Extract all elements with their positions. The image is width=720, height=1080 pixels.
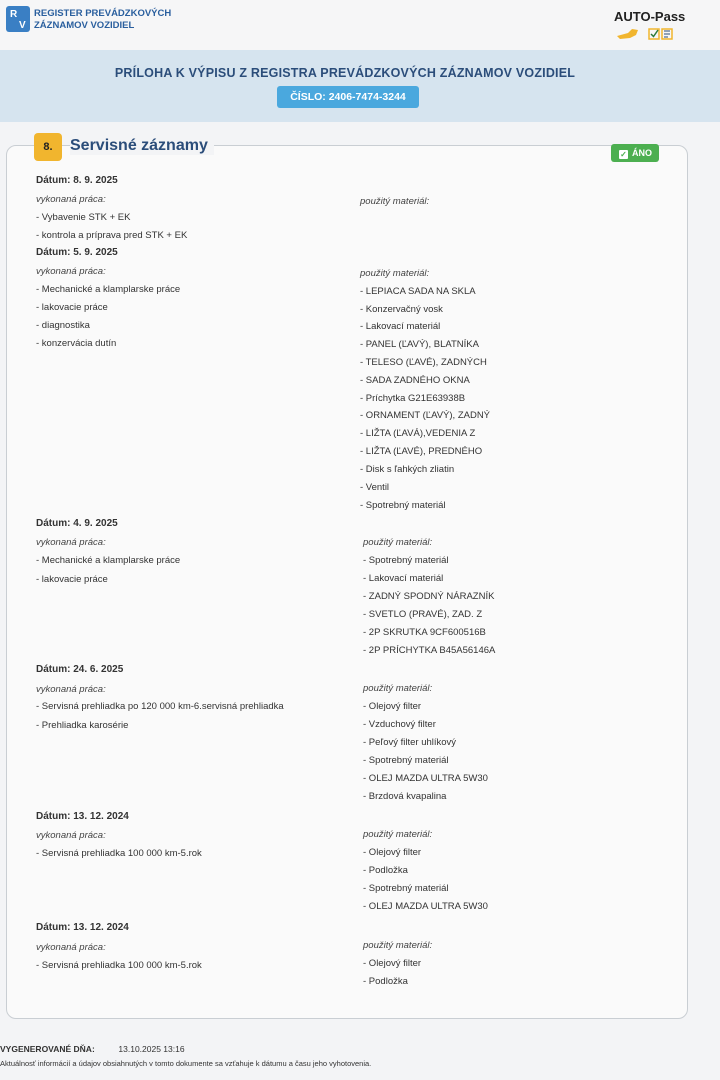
record-date: Dátum: 13. 12. 2024 <box>36 811 129 822</box>
material-item: - ZADNÝ SPODNÝ NÁRAZNÍK <box>363 591 495 602</box>
material-item: - Spotrebný materiál <box>363 755 449 766</box>
registry-logo <box>6 6 30 32</box>
generated-label: VYGENEROVANÉ DŇA: <box>0 1044 95 1054</box>
record-date: Dátum: 5. 9. 2025 <box>36 247 118 258</box>
material-item: - OLEJ MAZDA ULTRA 5W30 <box>363 901 488 912</box>
work-label: vykonaná práca: <box>36 830 106 841</box>
material-item: - Olejový filter <box>363 701 422 712</box>
material-label: použitý materiál: <box>363 940 433 951</box>
work-item: - Vybavenie STK + EK <box>36 212 131 223</box>
material-item: - Lakovací materiál <box>360 321 441 332</box>
work-item: - konzervácia dutín <box>36 338 117 349</box>
material-item: - Spotrebný materiál <box>363 883 449 894</box>
material-item: - Spotrebný materiál <box>360 500 446 511</box>
work-label: vykonaná práca: <box>36 537 106 548</box>
material-item: - SADA ZADNÉHO OKNA <box>360 375 470 386</box>
checkbox-icon: ✓ <box>620 150 627 159</box>
material-item: - Podložka <box>363 976 408 987</box>
material-item: - Peľový filter uhlíkový <box>363 737 457 748</box>
work-item: - Servisná prehliadka po 120 000 km-6.servisná prehliadka <box>36 701 284 712</box>
material-item: - 2P PRÍCHYTKA B45A56146A <box>363 645 496 656</box>
work-item: - kontrola a príprava pred STK + EK <box>36 230 188 241</box>
record-date: Dátum: 8. 9. 2025 <box>36 175 118 186</box>
material-item: - ORNAMENT (ĽAVÝ), ZADNÝ <box>360 410 491 421</box>
material-item: - Ventil <box>360 482 390 493</box>
record-date: Dátum: 4. 9. 2025 <box>36 518 118 529</box>
work-item: - diagnostika <box>36 320 90 331</box>
work-item: - lakovacie práce <box>36 302 108 313</box>
material-label: použitý materiál: <box>363 829 433 840</box>
material-item: - SVETLO (PRAVÉ), ZAD. Z <box>363 609 483 620</box>
section-number: 8. <box>34 133 62 161</box>
material-item: - LIŽTA (ĽAVÉ), PREDNÉHO <box>360 446 483 457</box>
material-item: - Spotrebný materiál <box>363 555 449 566</box>
footer-note: Aktuálnosť informácií a údajov obsiahnutých v tomto dokumente sa vzťahuje k dátumu a času jeho vyhotovenia. <box>0 1059 372 1068</box>
work-item: - Servisná prehliadka 100 000 km-5.rok <box>36 848 202 859</box>
material-label: použitý materiál: <box>363 683 433 694</box>
material-item: - OLEJ MAZDA ULTRA 5W30 <box>363 773 488 784</box>
logo-letter-v: V <box>19 20 26 31</box>
work-item: - Prehliadka karosérie <box>36 720 129 731</box>
material-item: - Olejový filter <box>363 958 422 969</box>
record-date: Dátum: 13. 12. 2024 <box>36 922 129 933</box>
material-item: - Olejový filter <box>363 847 422 858</box>
material-item: - Podložka <box>363 865 408 876</box>
generated-value: 13.10.2025 13:16 <box>118 1044 185 1054</box>
registry-name-line2: ZÁZNAMOV VOZIDIEL <box>34 20 135 31</box>
registry-name <box>34 8 171 32</box>
material-item: - PANEL (ĽAVÝ), BLATNÍKA <box>360 339 479 350</box>
section-title: Servisné záznamy <box>70 137 214 155</box>
material-item: - LIŽTA (ĽAVÁ),VEDENIA Z <box>360 428 476 439</box>
document-number-badge: ČÍSLO: 2406-7474-3244 <box>277 86 419 108</box>
material-item: - LEPIACA SADA NA SKLA <box>360 286 476 297</box>
work-label: vykonaná práca: <box>36 942 106 953</box>
autopass-brand: AUTO-Pass <box>614 9 686 24</box>
work-label: vykonaná práca: <box>36 194 106 205</box>
generated-line <box>0 1044 185 1054</box>
material-label: použitý materiál: <box>363 537 433 548</box>
work-label: vykonaná práca: <box>36 266 106 277</box>
material-item: - TELESO (ĽAVÉ), ZADNÝCH <box>360 357 487 368</box>
autopass-icon <box>616 27 676 41</box>
registry-name-line1: REGISTER PREVÁDZKOVÝCH <box>34 8 172 19</box>
material-item: - Brzdová kvapalina <box>363 791 447 802</box>
material-item: - Disk s ľahkých zliatin <box>360 464 455 475</box>
work-item: - Mechanické a klamplarske práce <box>36 555 181 566</box>
logo-letter-r: R <box>10 9 18 20</box>
material-item: - Vzduchový filter <box>363 719 436 730</box>
material-item: - Lakovací materiál <box>363 573 444 584</box>
work-item: - Mechanické a klamplarske práce <box>36 284 181 295</box>
records-card <box>6 145 688 1019</box>
work-item: - lakovacie práce <box>36 574 108 585</box>
material-item: - Konzervačný vosk <box>360 304 443 315</box>
status-badge <box>611 144 659 162</box>
record-date: Dátum: 24. 6. 2025 <box>36 664 124 675</box>
work-item: - Servisná prehliadka 100 000 km-5.rok <box>36 960 202 971</box>
material-item: - Príchytka G21E63938B <box>360 393 466 404</box>
material-label: použitý materiál: <box>360 268 430 279</box>
banner-title: PRÍLOHA K VÝPISU Z REGISTRA PREVÁDZKOVÝCH ZÁZNAMOV VOZIDIEL <box>114 66 576 80</box>
material-item: - 2P SKRUTKA 9CF600516B <box>363 627 486 638</box>
work-label: vykonaná práca: <box>36 684 106 695</box>
status-badge-label: ÁNO <box>632 148 652 158</box>
document-header <box>0 0 720 50</box>
material-label: použitý materiál: <box>360 196 430 207</box>
